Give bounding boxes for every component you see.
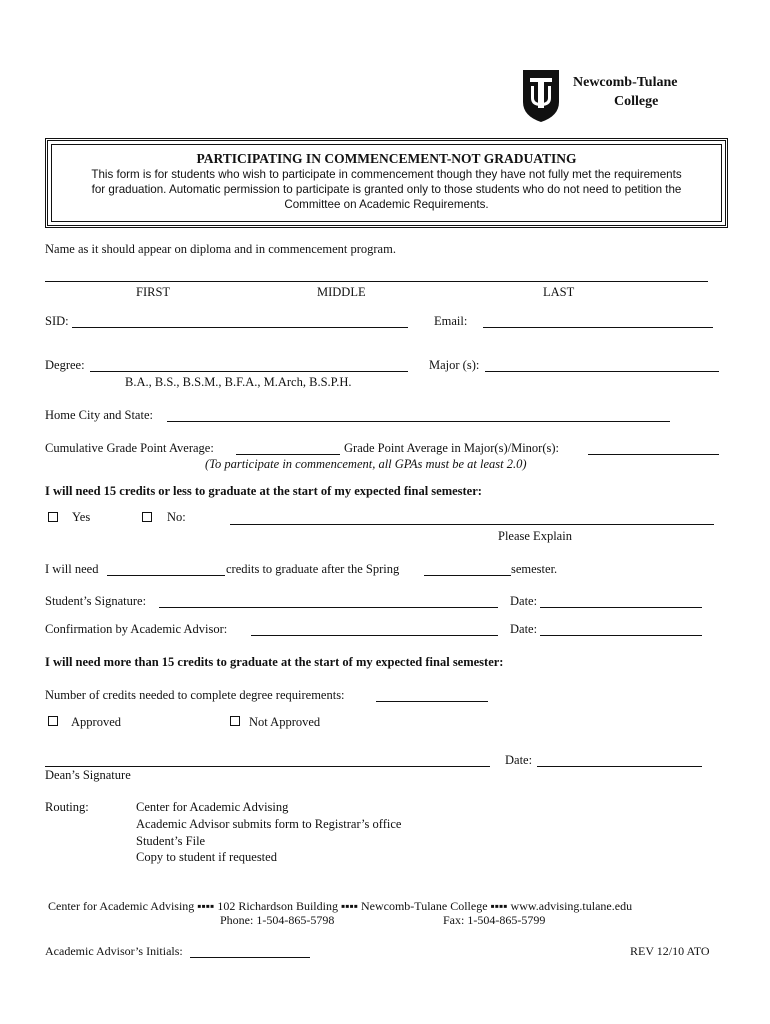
home-city-label: Home City and State: — [45, 408, 153, 422]
major-field[interactable] — [485, 371, 719, 372]
advisor-initials-field[interactable] — [190, 957, 310, 958]
degree-options: B.A., B.S., B.S.M., B.F.A., M.Arch, B.S.P.H. — [125, 375, 352, 389]
middle-name-label: MIDDLE — [317, 285, 366, 299]
dean-date-field[interactable] — [537, 766, 702, 767]
college-name-line2: College — [614, 94, 659, 109]
routing-item: Copy to student if requested — [136, 850, 277, 864]
credits-needed-label: Number of credits needed to complete degree requirements: — [45, 688, 345, 702]
no-checkbox[interactable] — [142, 512, 152, 522]
date-field-1[interactable] — [540, 607, 702, 608]
please-explain-label: Please Explain — [498, 529, 572, 543]
form-intro-line1: This form is for students who wish to participate in commencement though they have not fully met the requirements — [91, 168, 682, 181]
last-name-label: LAST — [543, 285, 575, 299]
form-intro-line3: Committee on Academic Requirements. — [284, 198, 489, 211]
routing-label: Routing: — [45, 800, 89, 814]
section-more-than-15-heading: I will need more than 15 credits to graduate at the start of my expected final semester: — [45, 655, 504, 669]
advisor-confirmation-label: Confirmation by Academic Advisor: — [45, 622, 228, 636]
form-intro-line2: for graduation. Automatic permission to participate is granted only to those students who do not need to petition the — [91, 183, 682, 196]
home-city-field[interactable] — [167, 421, 670, 422]
date-label-1: Date: — [510, 594, 538, 608]
dean-date-label: Date: — [505, 753, 533, 767]
student-signature-field[interactable] — [159, 607, 498, 608]
credits-sentence-mid: credits to graduate after the Spring — [226, 562, 400, 576]
name-input-line[interactable] — [45, 281, 708, 282]
dean-signature-label: Dean’s Signature — [45, 768, 131, 782]
routing-item: Center for Academic Advising — [136, 800, 289, 814]
approved-label: Approved — [71, 715, 121, 729]
credits-sentence-prefix: I will need — [45, 562, 99, 576]
major-gpa-field[interactable] — [588, 454, 719, 455]
yes-label: Yes — [72, 510, 91, 524]
revision-label: REV 12/10 ATO — [630, 944, 710, 958]
major-gpa-label: Grade Point Average in Major(s)/Minor(s): — [344, 441, 559, 455]
college-name-line1: Newcomb-Tulane — [573, 75, 678, 90]
credits-sentence-suffix: semester. — [511, 562, 558, 576]
advisor-initials-label: Academic Advisor’s Initials: — [45, 944, 183, 958]
sid-field[interactable] — [72, 327, 408, 328]
footer-phone: Phone: 1-504-865-5798 — [220, 913, 335, 927]
cumulative-gpa-label: Cumulative Grade Point Average: — [45, 441, 214, 455]
yes-checkbox[interactable] — [48, 512, 58, 522]
explain-field[interactable] — [230, 524, 714, 525]
credits-needed-field[interactable] — [107, 575, 225, 576]
form-header-box — [45, 138, 728, 228]
no-label: No: — [167, 510, 186, 524]
footer-contact-line: Center for Academic Advising ▪▪▪▪ 102 Richardson Building ▪▪▪▪ Newcomb-Tulane College ▪▪▪▪ www.advising.tulane.edu — [48, 899, 633, 913]
major-label: Major (s): — [429, 358, 480, 372]
tulane-shield-logo-icon — [521, 68, 561, 124]
approved-checkbox[interactable] — [48, 716, 58, 726]
degree-field[interactable] — [90, 371, 408, 372]
date-label-2: Date: — [510, 622, 538, 636]
dean-signature-field[interactable] — [45, 766, 490, 767]
gpa-note: (To participate in commencement, all GPAs must be at least 2.0) — [205, 457, 527, 471]
routing-item: Student’s File — [136, 834, 206, 848]
date-field-2[interactable] — [540, 635, 702, 636]
routing-item: Academic Advisor submits form to Registrar’s office — [136, 817, 402, 831]
degree-label: Degree: — [45, 358, 85, 372]
first-name-label: FIRST — [136, 285, 171, 299]
sid-label: SID: — [45, 314, 69, 328]
name-instruction: Name as it should appear on diploma and in commencement program. — [45, 242, 396, 256]
form-title: PARTICIPATING IN COMMENCEMENT-NOT GRADUATING — [196, 151, 577, 166]
email-field[interactable] — [483, 327, 713, 328]
footer-fax: Fax: 1-504-865-5799 — [443, 913, 546, 927]
not-approved-checkbox[interactable] — [230, 716, 240, 726]
not-approved-label: Not Approved — [249, 715, 321, 729]
cumulative-gpa-field[interactable] — [236, 454, 340, 455]
spring-year-field[interactable] — [424, 575, 511, 576]
section-15-or-less-heading: I will need 15 credits or less to graduate at the start of my expected final semester: — [45, 484, 482, 498]
email-label: Email: — [434, 314, 468, 328]
credits-needed-total-field[interactable] — [376, 701, 488, 702]
advisor-confirmation-field[interactable] — [251, 635, 498, 636]
student-signature-label: Student’s Signature: — [45, 594, 147, 608]
